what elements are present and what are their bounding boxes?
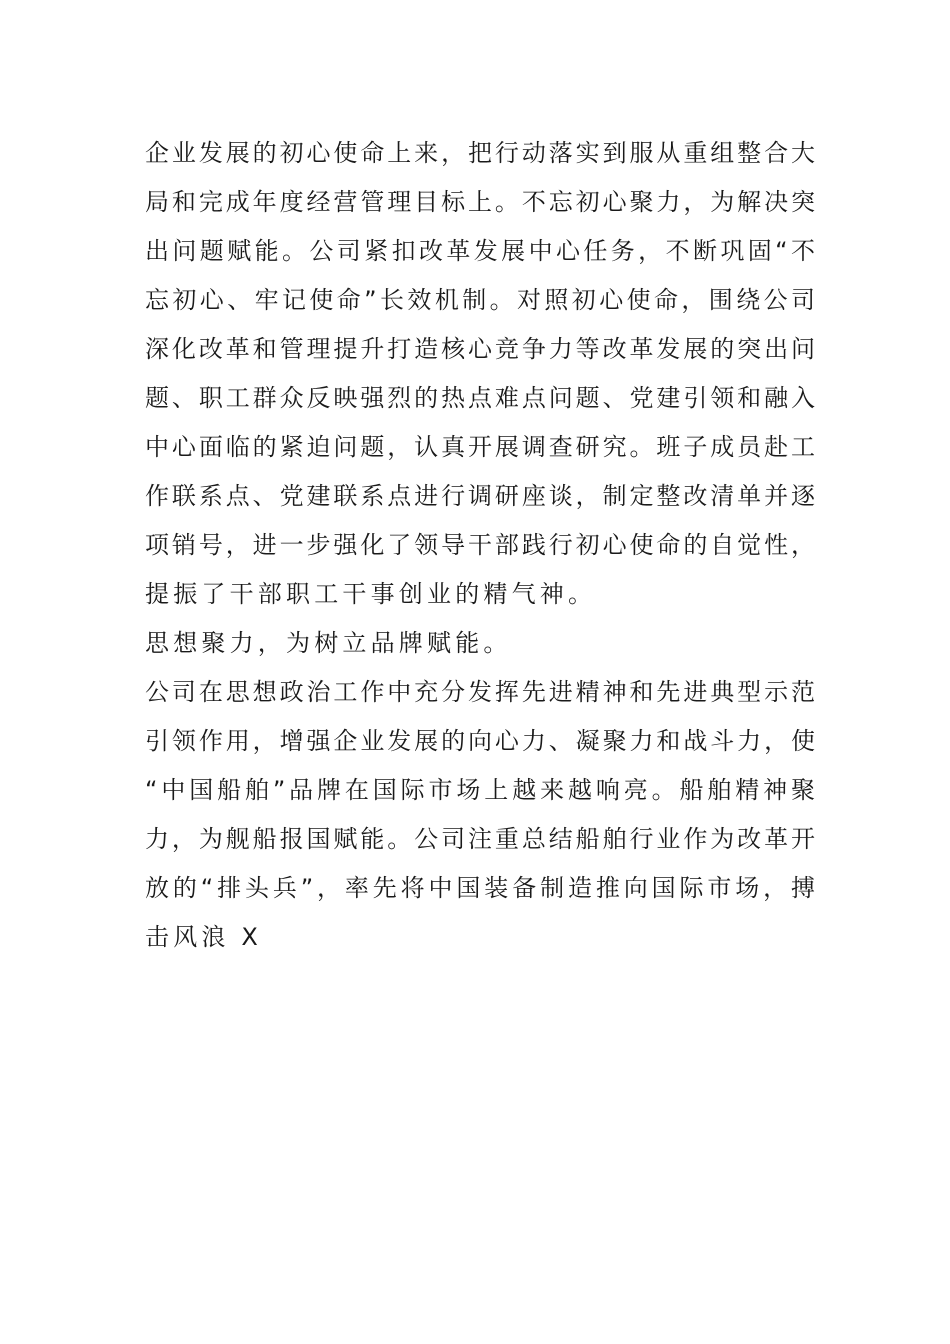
text-line: 中心面临的紧迫问题，认真开展调查研究。班子成员赴工 (145, 433, 815, 461)
text-line: 忘初心、牢记使命”长效机制。对照初心使命，围绕公司 (145, 286, 815, 314)
text-line: 企业发展的初心使命上来，把行动落实到服从重组整合大 (145, 139, 815, 167)
document-body (145, 132, 815, 965)
text-line: 放的“排头兵”，率先将中国装备制造推向国际市场，搏 (145, 874, 815, 902)
section-heading: 思想聚力，为树立品牌赋能。 (145, 629, 512, 657)
text-line: 作联系点、党建联系点进行调研座谈，制定整改清单并逐 (145, 482, 815, 510)
text-line: 题、职工群众反映强烈的热点难点问题、党建引领和融入 (145, 384, 815, 412)
text-line: 引领作用，增强企业发展的向心力、凝聚力和战斗力，使 (145, 727, 815, 755)
text-line: 提振了干部职工干事创业的精气神。 (145, 580, 597, 608)
text-line: 局和完成年度经营管理目标上。不忘初心聚力，为解决突 (145, 188, 815, 216)
text-line: 击风浪 X (145, 923, 263, 951)
text-line: 深化改革和管理提升打造核心竞争力等改革发展的突出问 (145, 335, 815, 363)
text-line: 力，为舰船报国赋能。公司注重总结船舶行业作为改革开 (145, 825, 815, 853)
text-line: 项销号，进一步强化了领导干部践行初心使命的自觉性， (145, 531, 815, 559)
text-line: 公司在思想政治工作中充分发挥先进精神和先进典型示范 (145, 678, 815, 706)
text-line: 出问题赋能。公司紧扣改革发展中心任务，不断巩固“不 (145, 237, 815, 265)
text-line: “中国船舶”品牌在国际市场上越来越响亮。船舶精神聚 (145, 776, 815, 804)
